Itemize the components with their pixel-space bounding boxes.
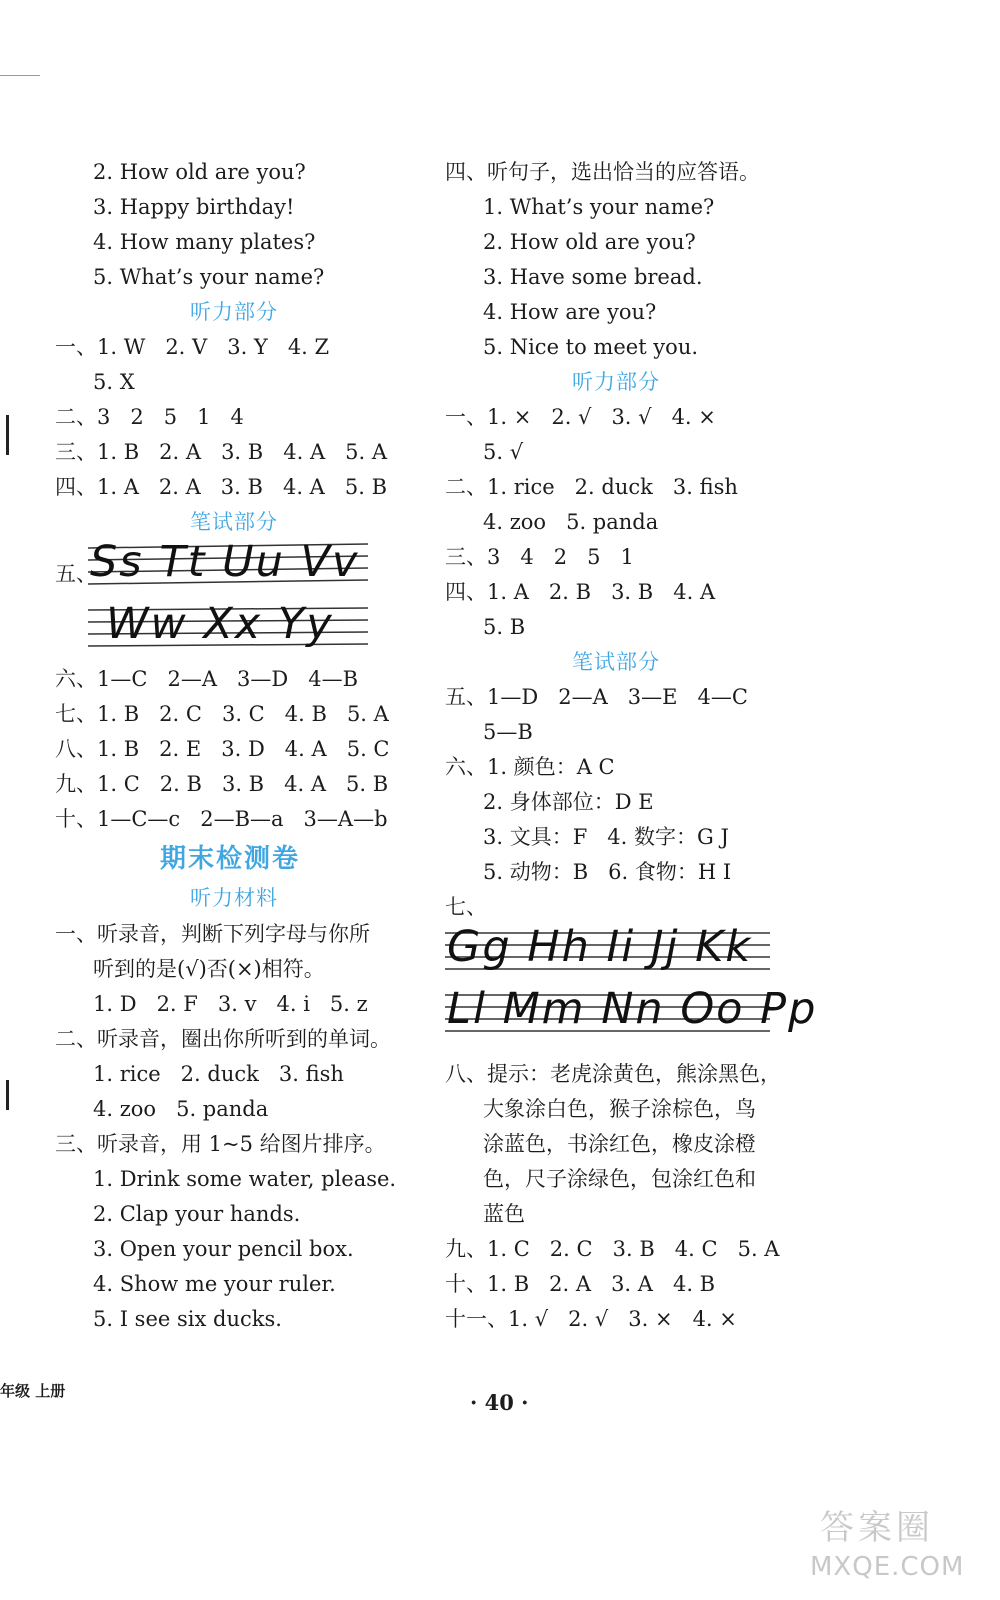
answer-line: 4. zoo 5. panda xyxy=(483,510,659,534)
question-line: 三、听录音，用 1~5 给图片排序。 xyxy=(55,1132,386,1156)
handwriting-box xyxy=(445,922,818,1040)
line: 3. Open your pencil box. xyxy=(93,1237,354,1261)
answer-line: 八、1. B 2. E 3. D 4. A 5. C xyxy=(55,737,390,761)
line: 5. Nice to meet you. xyxy=(483,335,699,359)
line: 5. I see six ducks. xyxy=(93,1307,282,1331)
line: 1. What’s your name? xyxy=(483,195,715,219)
scan-mark xyxy=(6,1080,9,1110)
answer-label: 七、 xyxy=(445,895,487,919)
answer-line: 涂蓝色，书涂红色，橡皮涂橙 xyxy=(483,1132,756,1156)
section-heading: 听力材料 xyxy=(190,886,278,910)
answer-line: 七、1. B 2. C 3. C 4. B 5. A xyxy=(55,702,389,726)
section-heading: 笔试部分 xyxy=(190,510,278,534)
answer-line: 5—B xyxy=(483,720,533,744)
answer-line: 四、1. A 2. A 3. B 4. A 5. B xyxy=(55,475,388,499)
answer-line: 1. rice 2. duck 3. fish xyxy=(93,1062,344,1086)
section-heading: 听力部分 xyxy=(572,370,660,394)
handwriting-text: Ss Tt Uu Vv xyxy=(90,537,360,587)
answer-label: 五、 xyxy=(55,562,97,586)
answer-line: 2. 身体部位：D E xyxy=(483,790,654,814)
line: 5. What’s your name? xyxy=(93,265,325,289)
answer-line: 九、1. C 2. C 3. B 4. C 5. A xyxy=(445,1237,780,1261)
section-heading: 笔试部分 xyxy=(572,650,660,674)
handwriting-box xyxy=(88,537,368,650)
answer-line: 5. X xyxy=(93,370,135,394)
line: 2. How old are you? xyxy=(93,160,306,184)
answer-line: 3. 文具：F 4. 数字：G J xyxy=(483,825,729,849)
line: 3. Have some bread. xyxy=(483,265,703,289)
answer-line: 5. √ xyxy=(483,440,524,464)
handwriting-text: Gg Hh Ii Jj Kk xyxy=(447,922,753,972)
question-line: 听到的是(√)否(×)相符。 xyxy=(93,957,325,981)
answer-line: 二、1. rice 2. duck 3. fish xyxy=(445,475,738,499)
answer-line: 大象涂白色，猴子涂棕色，鸟 xyxy=(483,1097,756,1121)
watermark-logo: 答案圈 xyxy=(820,1508,934,1548)
answer-line: 八、提示：老虎涂黄色，熊涂黑色， xyxy=(445,1062,781,1086)
line: 4. How many plates? xyxy=(93,230,316,254)
answer-line: 一、1. W 2. V 3. Y 4. Z xyxy=(55,335,330,359)
page-number: · 40 · xyxy=(470,1390,529,1415)
answer-line: 三、3 4 2 5 1 xyxy=(445,545,634,569)
answer-line: 十、1. B 2. A 3. A 4. B xyxy=(445,1272,716,1296)
line: 1. Drink some water, please. xyxy=(93,1167,397,1191)
answer-line: 1. D 2. F 3. v 4. i 5. z xyxy=(93,992,368,1016)
answer-line: 三、1. B 2. A 3. B 4. A 5. A xyxy=(55,440,388,464)
answer-line: 4. zoo 5. panda xyxy=(93,1097,269,1121)
answer-line: 5. 动物：B 6. 食物：H I xyxy=(483,860,732,884)
section-heading: 听力部分 xyxy=(190,300,278,324)
answer-line: 四、1. A 2. B 3. B 4. A xyxy=(445,580,716,604)
line: 2. How old are you? xyxy=(483,230,696,254)
exam-title: 期末检测卷 xyxy=(160,844,301,874)
answer-line: 十、1—C—c 2—B—a 3—A—b xyxy=(55,807,388,831)
answer-line: 色，尺子涂绿色，包涂红色和 xyxy=(483,1167,756,1191)
handwriting-text: Ll Mm Nn Oo Pp xyxy=(447,984,818,1034)
line: 4. Show me your ruler. xyxy=(93,1272,336,1296)
answer-line: 蓝色 xyxy=(483,1202,525,1226)
question-line: 四、听句子，选出恰当的应答语。 xyxy=(445,160,760,184)
scan-mark xyxy=(6,415,9,455)
answer-line: 二、3 2 5 1 4 xyxy=(55,405,244,429)
footer-grade: 年级 上册 xyxy=(0,1382,66,1400)
answer-line: 一、1. × 2. √ 3. √ 4. × xyxy=(445,405,716,429)
watermark-url: MXQE.COM xyxy=(810,1552,965,1582)
line: 4. How are you? xyxy=(483,300,657,324)
answer-line: 九、1. C 2. B 3. B 4. A 5. B xyxy=(55,772,389,796)
line: 2. Clap your hands. xyxy=(93,1202,301,1226)
answer-line: 5. B xyxy=(483,615,526,639)
top-rule xyxy=(0,75,40,76)
line: 3. Happy birthday! xyxy=(93,195,295,219)
answer-line: 五、1—D 2—A 3—E 4—C xyxy=(445,685,748,709)
answer-line: 六、1. 颜色：A C xyxy=(445,755,615,779)
question-line: 二、听录音，圈出你所听到的单词。 xyxy=(55,1027,391,1051)
answer-line: 十一、1. √ 2. √ 3. × 4. × xyxy=(445,1307,737,1331)
question-line: 一、听录音，判断下列字母与你所 xyxy=(55,922,370,946)
answer-line: 六、1—C 2—A 3—D 4—B xyxy=(55,667,359,691)
handwriting-text: Ww Xx Yy xyxy=(106,599,334,649)
